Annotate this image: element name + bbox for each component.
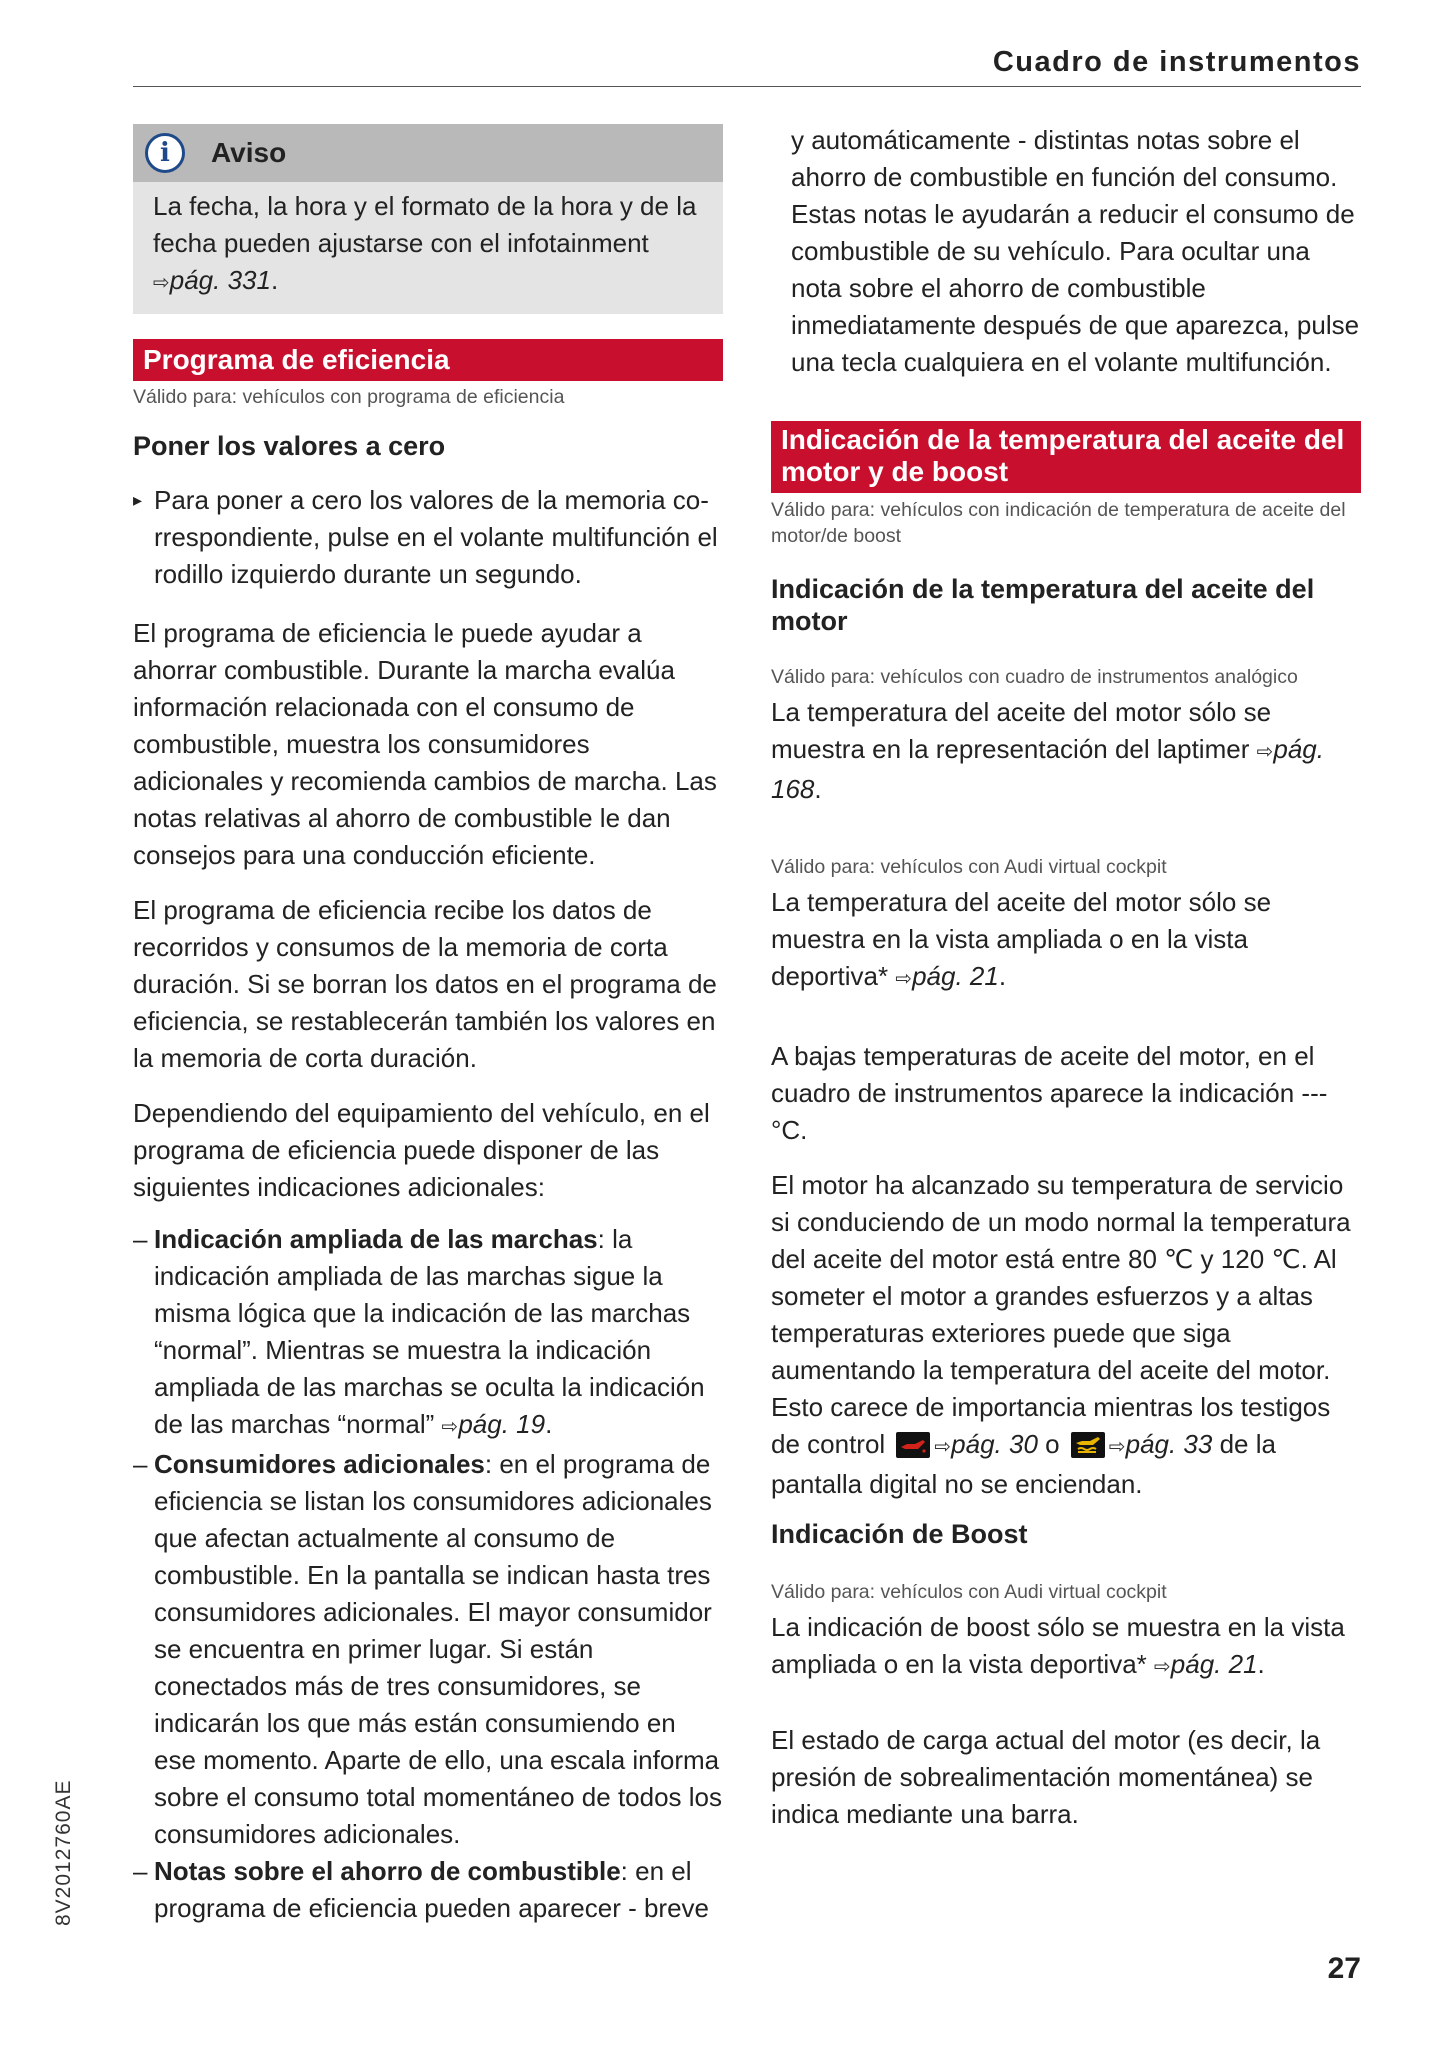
- paragraph: El programa de eficiencia recibe los datos de recorridos y consumos de la memoria de corta duración. Si se borran los datos en el programa de eficiencia, se restablecerán también los valores en la memoria de corta duración.: [133, 895, 717, 1073]
- feature-list: [133, 1221, 723, 1927]
- paragraph-continued: y automáticamente - distintas notas sobre el ahorro de combustible en función del consumo. Estas notas le ayudarán a reducir el consumo de combustible de su vehículo. Para ocultar una nota sobre el ahorro de combustible inmediatamente después de que aparezca, pulse una tecla cualquiera en el volante multifunción.: [791, 125, 1360, 377]
- arrow-icon: ⇨: [1256, 741, 1274, 763]
- page-ref[interactable]: pág. 331: [169, 265, 271, 295]
- valid-for-note: Válido para: vehículos con cuadro de instrumentos analógico: [771, 666, 1298, 688]
- section-title-oil-temp: Indicación de la temperatura del aceite del motor y de boost: [771, 421, 1361, 493]
- valid-for-note: Válido para: vehículos con indicación de temperatura de aceite del motor/de boost: [771, 499, 1346, 547]
- instruction-step: ▸ Para poner a cero los valores de la memoria co-rrespondiente, pulse en el volante multifunción el rodillo izquierdo durante un segundo.: [133, 482, 723, 593]
- paragraph: A bajas temperaturas de aceite del motor, en el cuadro de instrumentos aparece la indicación --- °C.: [771, 1041, 1328, 1145]
- notice-title: Aviso: [211, 137, 287, 168]
- list-item: – Indicación ampliada de las marchas: la indicación ampliada de las marchas sigue la misma lógica que la indicación de las marchas “normal”. Mientras se muestra la indicación ampliada de las marchas se oculta la indicación de las marchas “normal” ⇨pág. 19.: [133, 1224, 705, 1439]
- paragraph: La indicación de boost sólo se muestra en la vista ampliada o en la vista deportiva* ⇨pág. 21.: [771, 1612, 1345, 1679]
- list-item: – Notas sobre el ahorro de combustible: en el programa de eficiencia pueden aparecer - breve: [133, 1856, 710, 1923]
- page-ref[interactable]: pág. 33: [1125, 1429, 1213, 1459]
- subheading-oil-temp: Indicación de la temperatura del aceite del motor: [771, 574, 1315, 636]
- paragraph: La temperatura del aceite del motor sólo se muestra en la vista ampliada o en la vista deportiva* ⇨pág. 21.: [771, 887, 1272, 991]
- paragraph: Dependiendo del equipamiento del vehículo, en el programa de eficiencia puede disponer de las siguientes indicaciones adicionales:: [133, 1098, 710, 1202]
- page-ref[interactable]: pág. 30: [951, 1429, 1038, 1459]
- arrow-icon: ⇨: [441, 1416, 459, 1438]
- page-header: [133, 44, 1361, 87]
- document-code: 8V2012760AE: [52, 1779, 75, 1926]
- paragraph: El programa de eficiencia le puede ayudar a ahorrar combustible. Durante la marcha evalúa información relacionada con el consumo de combustible, muestra los consumidores adicionales y recomienda cambios de marcha. Las notas relativas al ahorro de combustible le dan consejos para una conducción eficiente.: [133, 618, 717, 870]
- notice-box: [133, 124, 723, 314]
- arrow-icon: ⇨: [895, 968, 913, 990]
- arrow-icon: ⇨: [934, 1436, 952, 1458]
- paragraph: El estado de carga actual del motor (es decir, la presión de sobrealimentación momentánea) se indica mediante una barra.: [771, 1725, 1321, 1829]
- page-number: 27: [1327, 1952, 1361, 1985]
- arrow-icon: ⇨: [1154, 1656, 1171, 1678]
- subheading-reset: Poner los valores a cero: [133, 431, 446, 461]
- valid-for-note: Válido para: vehículos con programa de eficiencia: [133, 386, 565, 408]
- page-header-title: Cuadro de instrumentos: [992, 46, 1361, 78]
- notice-header: [133, 124, 723, 182]
- oil-level-warning-icon: [1071, 1432, 1105, 1458]
- page-ref[interactable]: pág. 168: [771, 734, 1324, 804]
- page-ref[interactable]: pág. 19: [458, 1409, 546, 1439]
- valid-for-note: Válido para: vehículos con Audi virtual cockpit: [771, 1581, 1167, 1603]
- oil-pressure-warning-icon: [896, 1432, 930, 1458]
- info-icon: i: [145, 133, 185, 173]
- section-title-efficiency: Programa de eficiencia: [133, 339, 723, 381]
- valid-for-note: Válido para: vehículos con Audi virtual cockpit: [771, 856, 1167, 878]
- arrow-icon: ⇨: [153, 272, 170, 294]
- notice-body: La fecha, la hora y el formato de la hora y de la fecha pueden ajustarse con el infotainment ⇨pág. 331.: [153, 191, 697, 295]
- arrow-icon: ⇨: [1108, 1436, 1126, 1458]
- page-ref[interactable]: pág. 21: [912, 961, 999, 991]
- paragraph: La temperatura del aceite del motor sólo se muestra en la representación del laptimer ⇨pág. 168.: [771, 697, 1324, 804]
- list-item: – Consumidores adicionales: en el programa de eficiencia se listan los consumidores adicionales que afectan actualmente al consumo de combustible. En la pantalla se indican hasta tres consumidores adicionales. El mayor consumidor se encuentra en primer lugar. Si están conectados más de tres consumidores, se indicarán los que más están consumiendo en ese momento. Aparte de ello, una escala informa sobre el consumo total momentáneo de todos los consumidores adicionales.: [133, 1449, 723, 1849]
- triangle-bullet-icon: ▸: [133, 490, 143, 510]
- subheading-boost: Indicación de Boost: [771, 1519, 1028, 1549]
- page-ref[interactable]: pág. 21: [1170, 1649, 1258, 1679]
- paragraph: El motor ha alcanzado su temperatura de servicio si conduciendo de un modo normal la temperatura del aceite del motor está entre 80 ℃ y 120 ℃. Al someter el motor a grandes esfuerzos y a altas temperaturas exteriores puede que siga aumentando la temperatura del aceite del motor. Esto carece de importancia mientras los testigos de control ⇨pág. 30 o ⇨pág. 33 de la pantalla digital no se enciendan.: [771, 1170, 1351, 1499]
